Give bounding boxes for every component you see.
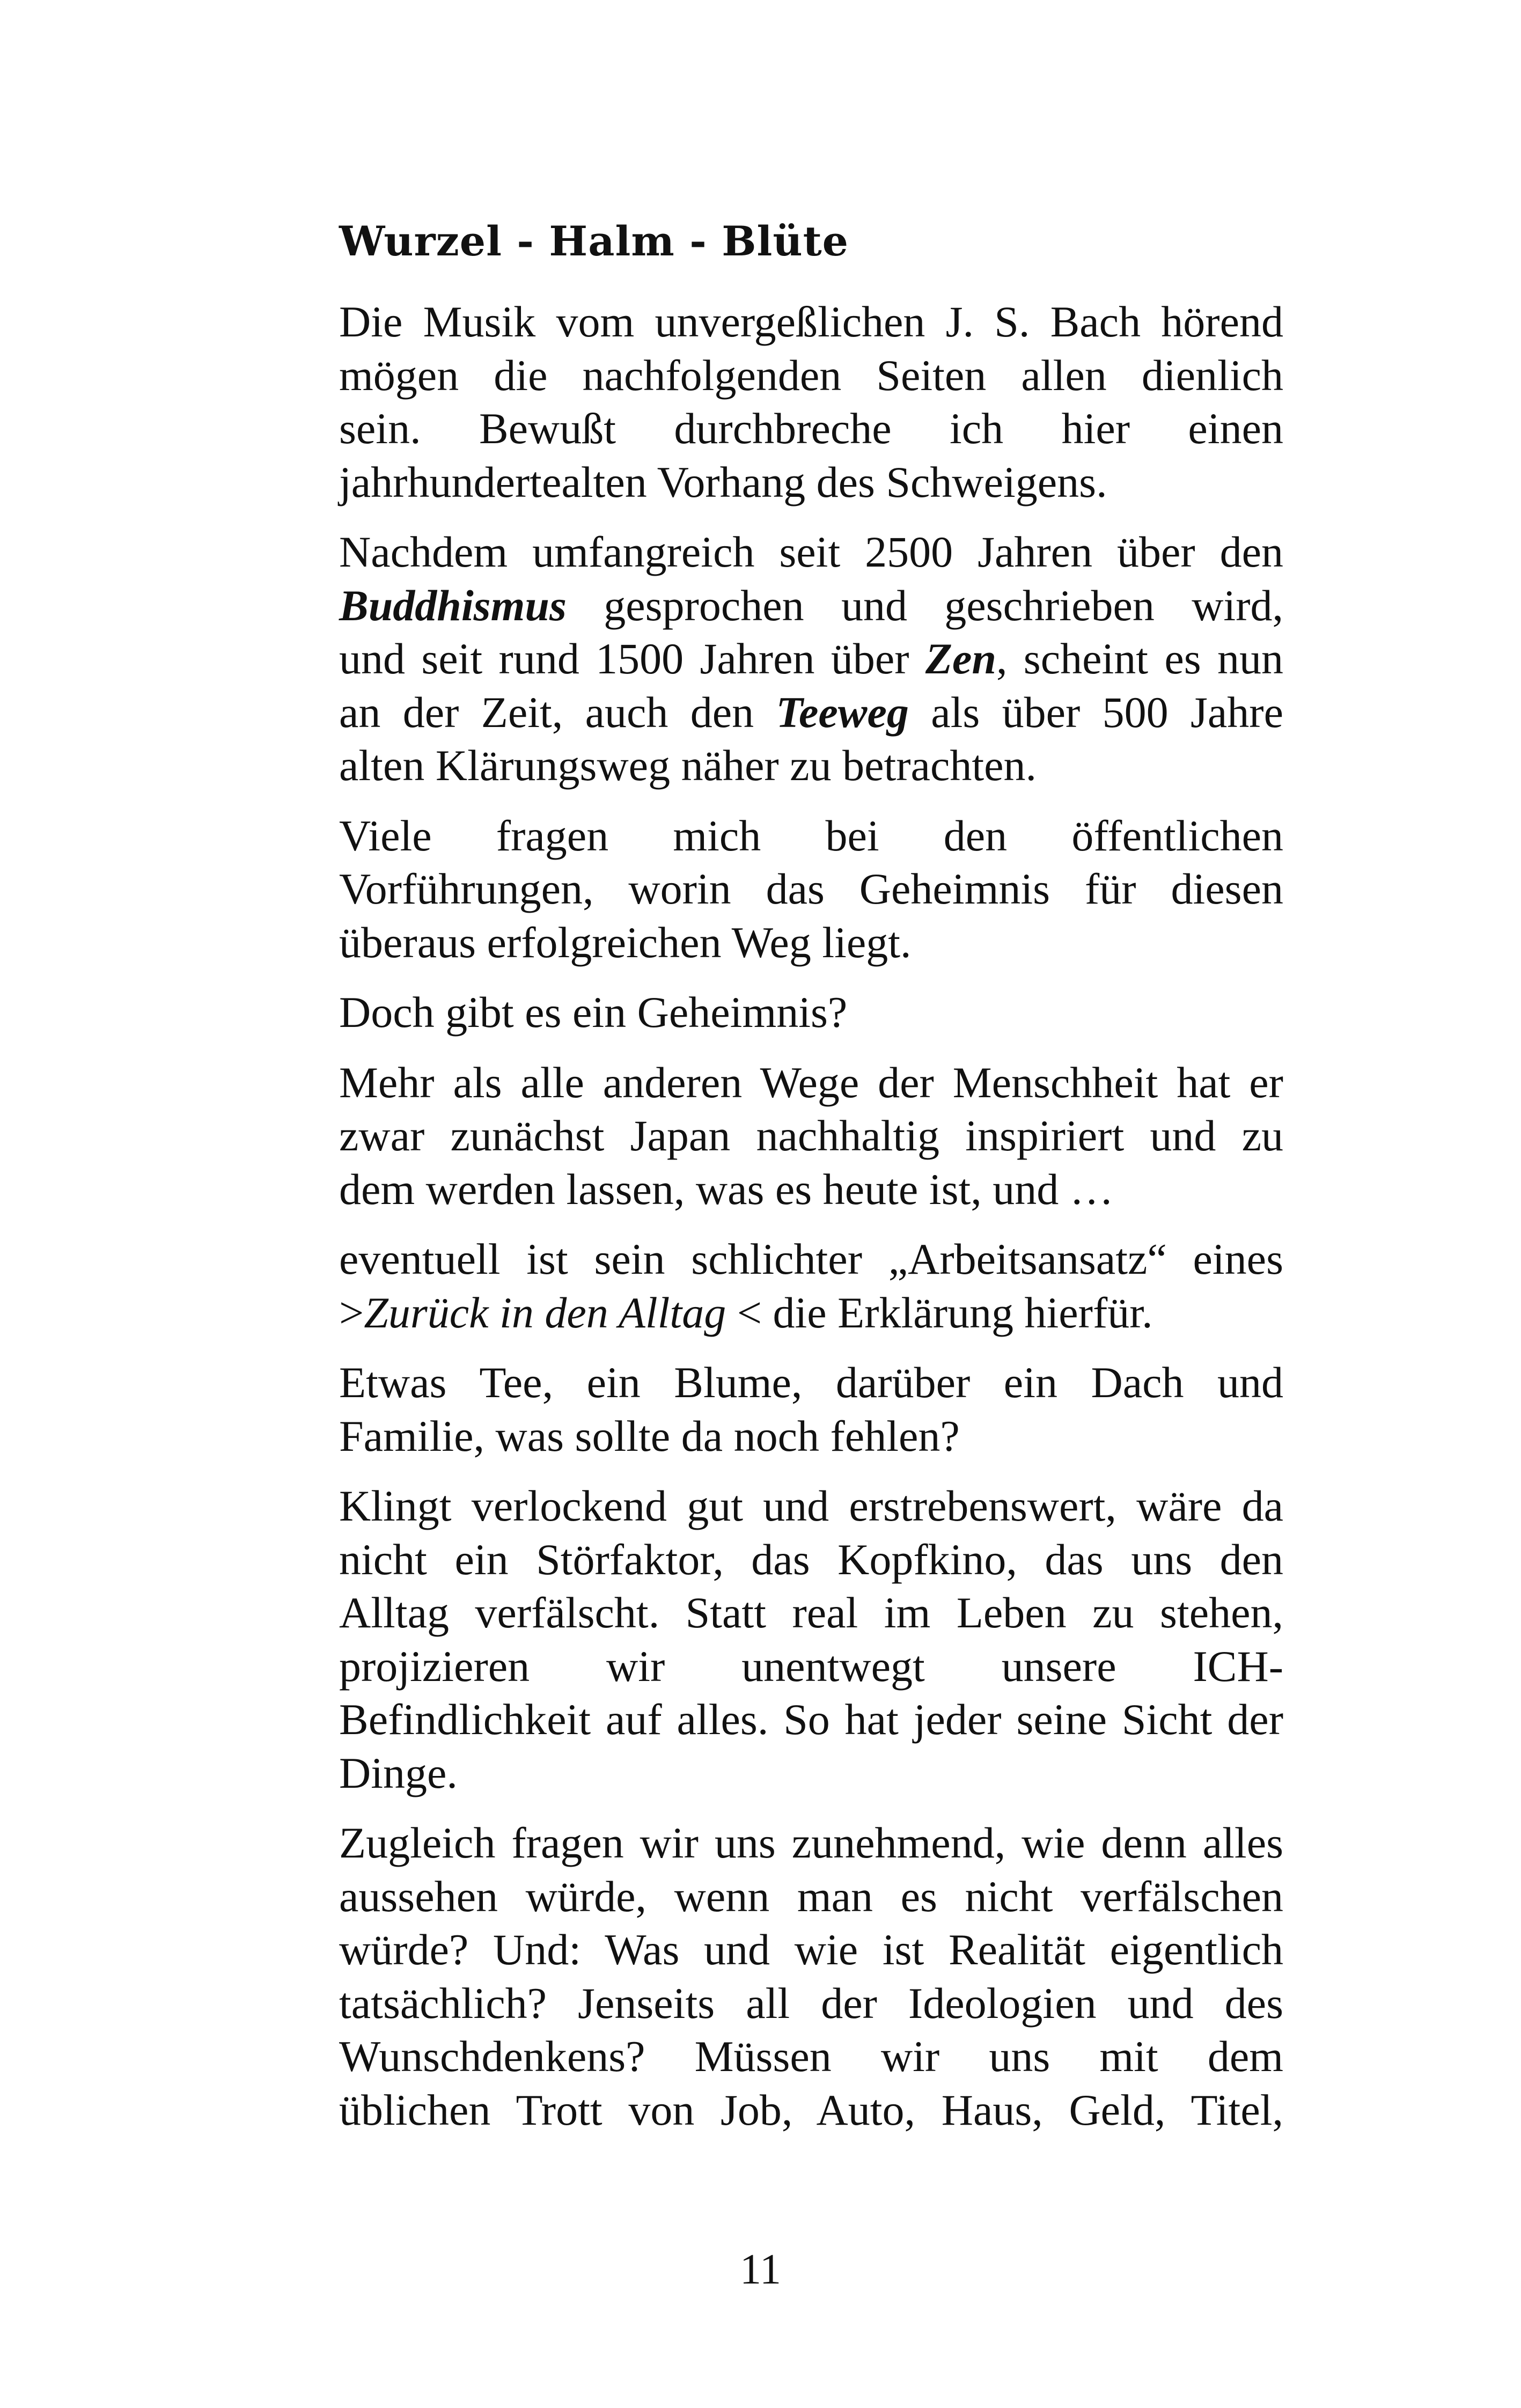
text-line: Nachdem umfangreich seit 2500 Jahren über den (339, 527, 1283, 576)
text-fragment: als über 500 Jahre (908, 687, 1283, 737)
text-line: Mehr als alle anderen Wege der Menschheit hat er (339, 1058, 1283, 1107)
text-line: alten Klärungsweg näher zu betrachten. (339, 741, 1037, 790)
text-line: nicht ein Störfaktor, das Kopfkino, das uns den (339, 1535, 1283, 1584)
text-line: jahrhundertealten Vorhang des Schweigens. (339, 457, 1107, 506)
emphasis-zurueck-in-den-alltag: Zurück in den Alltag (364, 1288, 726, 1337)
text-line: Alltag verfälscht. Statt real im Leben zu stehen, (339, 1588, 1283, 1637)
paragraph-2 (339, 525, 1283, 792)
text-line: Viele fragen mich bei den öffentlichen (339, 811, 1283, 860)
text-line: überaus erfolgreichen Weg liegt. (339, 917, 912, 967)
text-line: Etwas Tee, ein Blume, darüber ein Dach und (339, 1358, 1283, 1407)
emphasis-teeweg: Teeweg (776, 687, 909, 737)
text-line: Zugleich fragen wir uns zunehmend, wie denn alles (339, 1818, 1283, 1867)
text-line: mögen die nachfolgenden Seiten allen dienlich (339, 350, 1283, 400)
text-fragment: , scheint es nun (996, 634, 1284, 683)
text-line: zwar zunächst Japan nachhaltig inspiriert und zu (339, 1111, 1283, 1160)
text-line (339, 579, 1283, 633)
text-line: würde? Und: Was und wie ist Realität eigentlich (339, 1925, 1283, 1974)
paragraph-4 (339, 986, 1283, 1039)
text-line: Die Musik vom unvergeßlichen J. S. Bach hörend (339, 297, 1283, 346)
emphasis-buddhismus: Buddhismus (339, 581, 567, 630)
paragraph-6 (339, 1232, 1283, 1339)
chapter-title: Wurzel - Halm - Blüte (339, 217, 849, 265)
text-fragment: > (339, 1288, 364, 1337)
text-line (339, 686, 1283, 739)
page-number: 11 (739, 2246, 782, 2293)
text-line: dem werden lassen, was es heute ist, und … (339, 1164, 1114, 1214)
text-line: Vorführungen, worin das Geheimnis für diesen (339, 864, 1283, 913)
paragraph-8 (339, 1479, 1283, 1800)
text-line: Dinge. (339, 1748, 458, 1797)
book-page (339, 215, 1283, 2153)
text-line: Familie, was sollte da noch fehlen? (339, 1411, 960, 1460)
text-fragment: < die Erklärung hierfür. (726, 1288, 1153, 1337)
paragraph-3 (339, 809, 1283, 970)
text-line: Befindlichkeit auf alles. So hat jeder seine Sicht der (339, 1695, 1283, 1744)
emphasis-zen: Zen (925, 634, 996, 683)
paragraph-7 (339, 1356, 1283, 1463)
text-fragment: gesprochen und geschrieben wird, (566, 581, 1283, 630)
text-line: üblichen Trott von Job, Auto, Haus, Geld, Titel, (339, 2085, 1283, 2134)
text-line: aussehen würde, wenn man es nicht verfälschen (339, 1871, 1283, 1921)
text-fragment: an der Zeit, auch den (339, 687, 776, 737)
text-line: Doch gibt es ein Geheimnis? (339, 988, 848, 1037)
text-line (339, 1286, 1283, 1340)
text-line: projizieren wir unentwegt unsere ICH- (339, 1641, 1283, 1691)
text-line: Klingt verlockend gut und erstrebenswert, wäre da (339, 1481, 1283, 1530)
paragraph-1 (339, 295, 1283, 509)
paragraph-9 (339, 1816, 1283, 2137)
text-line: Wunschdenkens? Müssen wir uns mit dem (339, 2032, 1283, 2081)
text-line: eventuell ist sein schlichter „Arbeitsansatz“ eines (339, 1235, 1283, 1283)
paragraph-5 (339, 1056, 1283, 1216)
text-line: sein. Bewußt durchbreche ich hier einen (339, 404, 1283, 453)
text-fragment: und seit rund 1500 Jahren über (339, 634, 925, 683)
text-line: tatsächlich? Jenseits all der Ideologien und des (339, 1978, 1283, 2028)
text-line (339, 632, 1283, 686)
